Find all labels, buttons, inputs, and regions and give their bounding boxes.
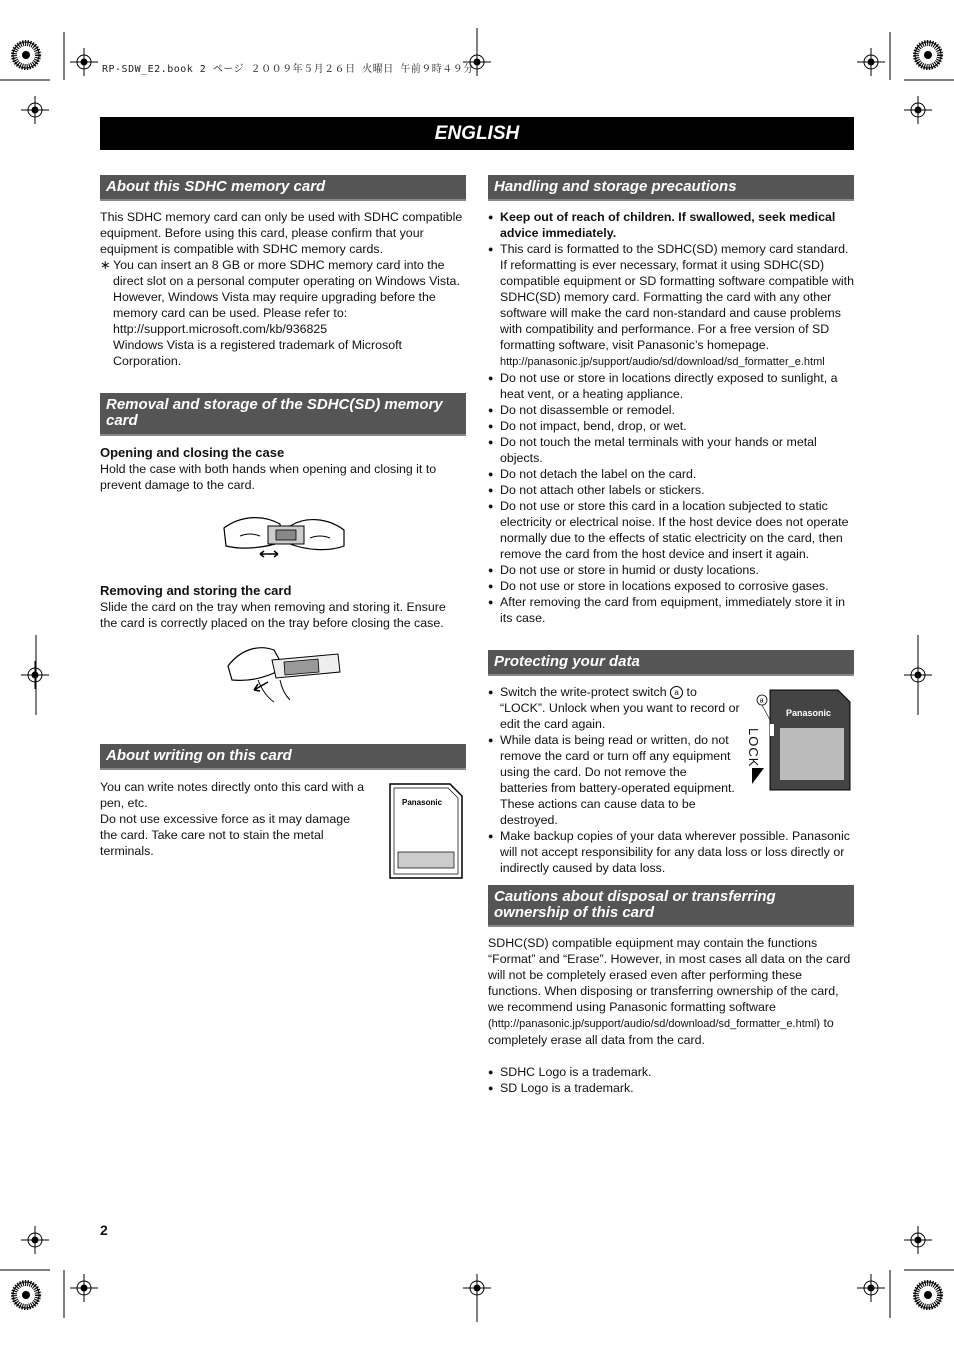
handling-item: ● Do not attach other labels or stickers. (488, 482, 854, 498)
removal-section-1 (100, 445, 466, 493)
lock-marker-label: a (759, 697, 764, 705)
handling-item: ● Do not disassemble or remodel. (488, 402, 854, 418)
writing-heading: About writing on this card (100, 744, 466, 770)
disposal-heading: Cautions about disposal or transferring ownership of this card (488, 885, 854, 927)
disposal-text: SDHC(SD) compatible equipment may contain the functions “Format” and “Erase”. However, in most cases all data on the card will not be completely erased even after performing these functions. When disposing or transferring ownership of the card, we recommend using Panasonic formatting software (http://panasonic.jp/support/audio/sd/download/sd_formatter_e.html) to completely erase all data from the card. (488, 936, 851, 1047)
print-header: RP-SDW_E2.book 2 ページ ２００９年５月２６日 火曜日 午前９時４９分 (102, 64, 474, 75)
removing-storing-subheading: Removing and storing the card (100, 583, 292, 598)
marker-a-circle: a (670, 686, 683, 699)
removal-heading: Removal and storage of the SDHC(SD) memory card (100, 393, 466, 436)
protecting-item: ● Make backup copies of your data wherever possible. Panasonic will not accept responsibility for any data loss or loss directly or indirectly caused by data loss. (488, 828, 854, 876)
about-card-text: This SDHC memory card can only be used with SDHC compatible equipment. Before using this card, please confirm that your equipment is compatible with SDHC memory cards. (100, 210, 463, 256)
note-url: http://support.microsoft.com/kb/936825 (113, 322, 328, 336)
sd-card-lock-illustration (752, 688, 852, 792)
removing-storing-text: Slide the card on the tray when removing and storing it. Ensure the card is correctly placed on the tray before closing the case. (100, 600, 446, 630)
case-open-illustration (220, 508, 350, 568)
handling-heading: Handling and storage precautions (488, 175, 854, 201)
handling-list (488, 209, 854, 626)
handling-item: ● Keep out of reach of children. If swallowed, seek medical advice immediately. (488, 209, 854, 241)
about-card-heading: About this SDHC memory card (100, 175, 466, 201)
language-banner: ENGLISH (100, 117, 854, 150)
handling-item: ● Do not impact, bend, drop, or wet. (488, 418, 854, 434)
note-text: You can insert an 8 GB or more SDHC memory card into the direct slot on a personal computer operating on Windows Vista. However, Windows Vista may require upgrading before the memory card can be used. Please refer to: (113, 258, 460, 320)
handling-item: ● Do not detach the label on the card. (488, 466, 854, 482)
handling-item: ● Do not use or store in locations exposed to corrosive gases. (488, 578, 854, 594)
handling-item: ● This card is formatted to the SDHC(SD) memory card standard. If reformatting is ever necessary, format it using SDHC(SD) compatible equipment or SD formatting software compatible with SDHC(SD) memory card. Formatting the card with any other software will make the card non-standard and cause problems with compatibility and performance. For a free version of SD formatting software, visit Panasonic’s homepage. http://panasonic.jp/support/audio/sd/download/sd_formatter_e.html (488, 241, 854, 370)
handling-item: ● Do not use or store in humid or dusty locations. (488, 562, 854, 578)
writing-body (100, 779, 365, 859)
protecting-heading: Protecting your data (488, 650, 854, 676)
disposal-body (488, 935, 854, 1096)
sd-card-brand: Panasonic (402, 798, 443, 807)
writing-text-2: Do not use excessive force as it may damage the card. Take care not to stain the metal terminals. (100, 812, 350, 858)
card-tray-illustration (222, 640, 346, 704)
note-trademark: Windows Vista is a registered trademark of Microsoft Corporation. (113, 338, 402, 368)
lock-card-brand: Panasonic (786, 708, 832, 718)
disposal-url: (http://panasonic.jp/support/audio/sd/download/sd_formatter_e.html) (488, 1018, 821, 1030)
writing-text-1: You can write notes directly onto this card with a pen, etc. (100, 780, 365, 810)
handling-item: ● Do not use or store in locations directly exposed to sunlight, a heat vent, or a heating appliance. (488, 370, 854, 402)
protecting-item: ● While data is being read or written, do not remove the card or turn off any equipment using the card. Do not remove the batteries from battery-operated equipment. These actions can cause data to be destroyed. (488, 732, 854, 828)
opening-closing-text: Hold the case with both hands when opening and closing it to prevent damage to the card. (100, 462, 437, 492)
opening-closing-subheading: Opening and closing the case (100, 445, 285, 460)
protecting-item: ● Switch the write-protect switch a to “LOCK”. Unlock when you want to record or edit the card again. (488, 684, 744, 732)
sd-card-writing-illustration (388, 782, 464, 880)
about-card-body (100, 209, 466, 369)
handling-item: ● Do not touch the metal terminals with your hands or metal objects. (488, 434, 854, 466)
trademark-item: ● SD Logo is a trademark. (488, 1080, 854, 1096)
handling-item: ● After removing the card from equipment, immediately store it in its case. (488, 594, 854, 626)
formatter-url: http://panasonic.jp/support/audio/sd/download/sd_formatter_e.html (500, 356, 825, 368)
about-card-note (100, 257, 466, 369)
lock-label: LOCK (746, 728, 761, 768)
page-number: 2 (100, 1222, 108, 1238)
removal-section-2 (100, 583, 466, 631)
trademark-item: ● SDHC Logo is a trademark. (488, 1064, 854, 1080)
handling-item: ● Do not use or store this card in a location subjected to static electricity or electrical noise. If the host device does not operate normally due to the effects of static electricity on the card, then remove the card from the host device and insert it again. (488, 498, 854, 562)
lock-arrow-icon (752, 768, 764, 784)
